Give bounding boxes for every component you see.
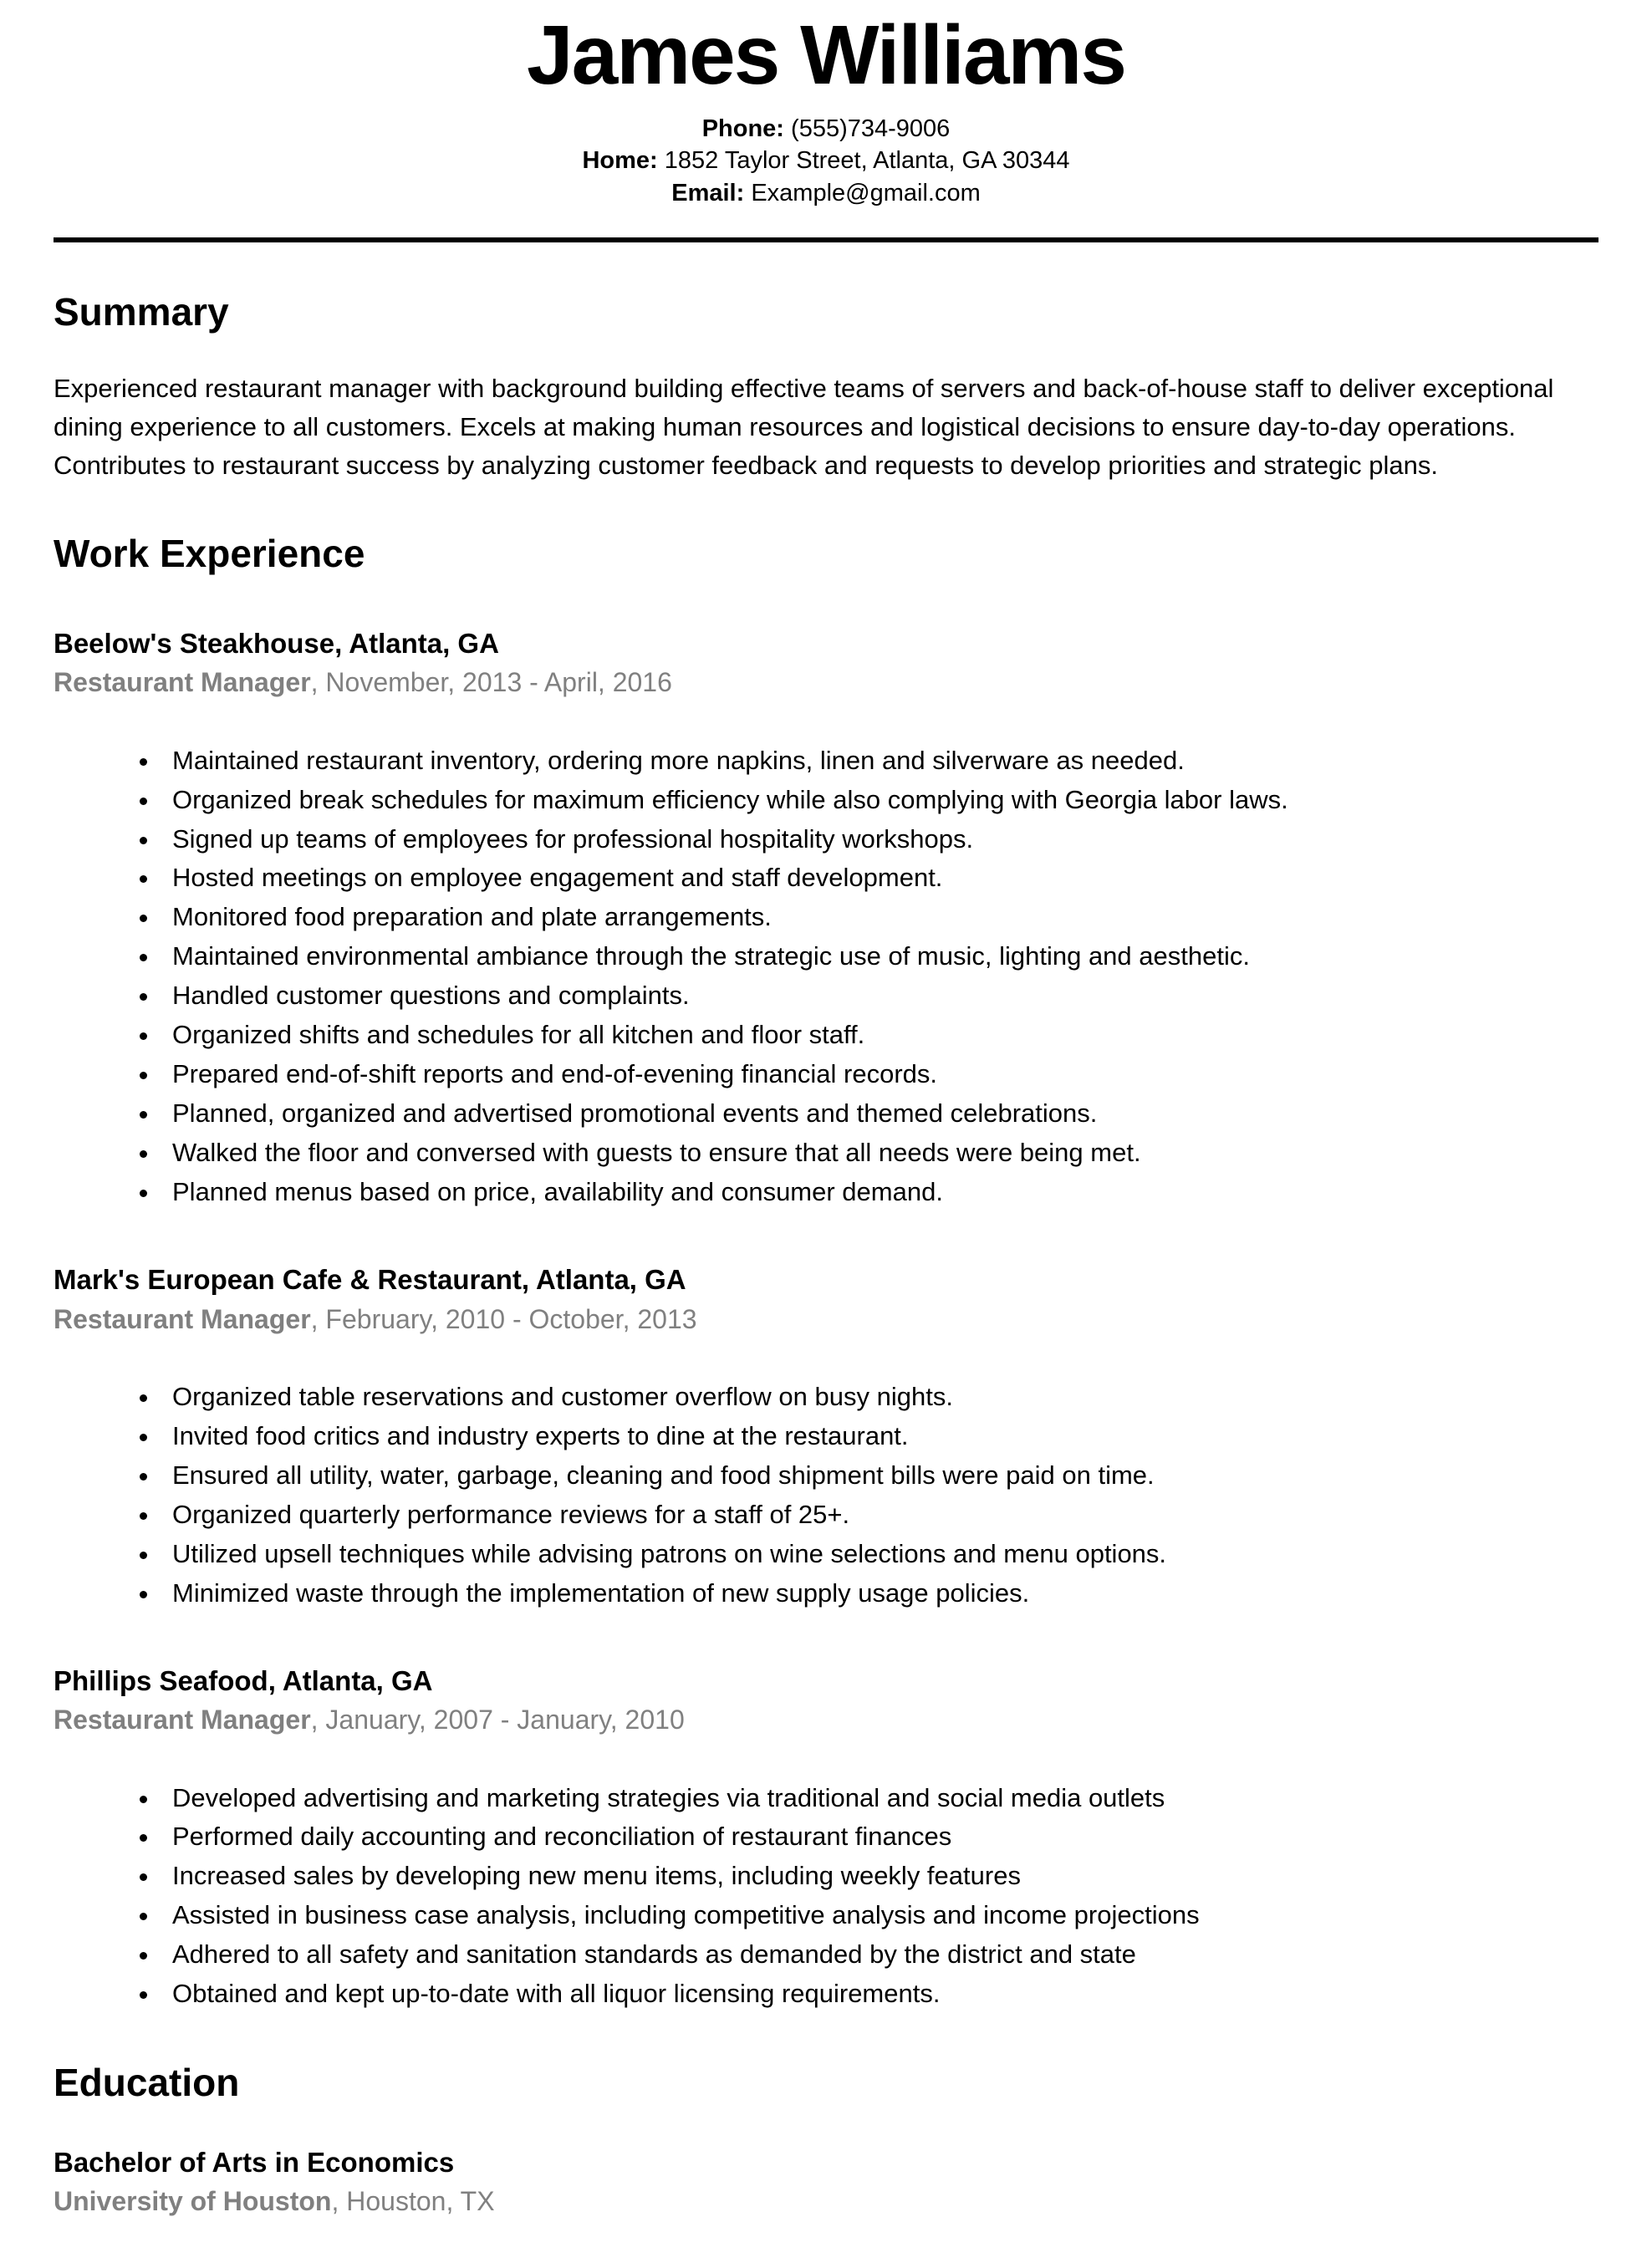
degree-name: Bachelor of Arts in Economics (54, 2146, 455, 2178)
job-title-line (54, 1263, 1598, 1297)
education-entry (54, 2146, 1598, 2218)
job-role-line (54, 666, 1598, 698)
bullet-item: • Invited food critics and industry experts to dine at the restaurant. (161, 1418, 1598, 1455)
job-role: Restaurant Manager (54, 667, 311, 698)
job-role: Restaurant Manager (54, 1303, 311, 1334)
work-experience-heading: Work Experience (54, 532, 365, 576)
education-section (54, 2062, 1598, 2218)
bullet-item: • Planned menus based on price, availability and consumer demand. (161, 1174, 1598, 1211)
work-experience-section (54, 533, 1598, 2013)
company-location: , Atlanta, GA (334, 627, 499, 659)
education-heading: Education (54, 2061, 240, 2105)
bullet-item: • Utilized upsell techniques while advising patrons on wine selections and menu options. (161, 1536, 1598, 1573)
bullet-item: • Organized break schedules for maximum efficiency while also complying with Georgia labor laws. (161, 782, 1598, 819)
job-entry (54, 1664, 1598, 2014)
resume-header (54, 8, 1598, 209)
bullet-item: • Minimized waste through the implementation of new supply usage policies. (161, 1575, 1598, 1613)
home-label: Home: (582, 147, 658, 175)
bullet-item: • Organized shifts and schedules for all kitchen and floor staff. (161, 1017, 1598, 1054)
job-bullet-list (54, 1780, 1598, 2014)
bullet-item: • Organized table reservations and customer overflow on busy nights. (161, 1379, 1598, 1416)
company-name: Mark's European Cafe & Restaurant (54, 1263, 522, 1295)
phone-value: (555)734-9006 (791, 115, 951, 142)
job-dates: , February, 2010 - October, 2013 (310, 1303, 697, 1334)
summary-heading: Summary (54, 289, 229, 334)
company-location: , Atlanta, GA (268, 1664, 433, 1696)
bullet-item: • Ensured all utility, water, garbage, cleaning and food shipment bills were paid on time. (161, 1457, 1598, 1495)
job-bullet-list (54, 1379, 1598, 1613)
bullet-item: • Increased sales by developing new menu items, including weekly features (161, 1858, 1598, 1895)
bullet-item: • Hosted meetings on employee engagement and staff development. (161, 859, 1598, 897)
header-divider (54, 237, 1598, 242)
job-title-line (54, 627, 1598, 660)
company-name: Phillips Seafood (54, 1664, 268, 1696)
bullet-item: • Organized quarterly performance reviews for a staff of 25+. (161, 1496, 1598, 1534)
bullet-item: • Maintained restaurant inventory, ordering more napkins, linen and silverware as needed. (161, 742, 1598, 780)
job-dates: , November, 2013 - April, 2016 (310, 667, 672, 698)
bullet-item: • Maintained environmental ambiance through the strategic use of music, lighting and aesthetic. (161, 938, 1598, 976)
job-role: Restaurant Manager (54, 1705, 311, 1735)
summary-section (54, 291, 1598, 484)
bullet-item: • Performed daily accounting and reconciliation of restaurant finances (161, 1818, 1598, 1856)
bullet-item: • Monitored food preparation and plate arrangements. (161, 899, 1598, 936)
bullet-item: • Handled customer questions and complaints. (161, 977, 1598, 1015)
home-value: 1852 Taylor Street, Atlanta, GA 30344 (664, 147, 1070, 175)
phone-label: Phone: (701, 115, 784, 142)
bullet-item: • Obtained and kept up-to-date with all liquor licensing requirements. (161, 1975, 1598, 2013)
job-bullet-list (54, 742, 1598, 1211)
job-entry (54, 627, 1598, 1211)
contact-home-line (54, 145, 1598, 176)
contact-phone-line (54, 113, 1598, 145)
bullet-item: • Developed advertising and marketing strategies via traditional and social media outlets (161, 1780, 1598, 1817)
bullet-item: • Walked the floor and conversed with guests to ensure that all needs were being met. (161, 1134, 1598, 1172)
bullet-item: • Assisted in business case analysis, including competitive analysis and income projections (161, 1897, 1598, 1934)
job-role-line (54, 1303, 1598, 1335)
company-location: , Atlanta, GA (521, 1263, 686, 1295)
company-name: Beelow's Steakhouse (54, 627, 335, 659)
job-entry (54, 1263, 1598, 1613)
school-location: , Houston, TX (331, 2186, 495, 2217)
bullet-item: • Planned, organized and advertised promotional events and themed celebrations. (161, 1095, 1598, 1133)
bullet-item: • Signed up teams of employees for professional hospitality workshops. (161, 821, 1598, 859)
job-title-line (54, 1664, 1598, 1698)
email-label: Email: (671, 179, 745, 206)
bullet-item: • Adhered to all safety and sanitation standards as demanded by the district and state (161, 1936, 1598, 1974)
email-value: Example@gmail.com (751, 179, 981, 206)
contact-email-line (54, 177, 1598, 209)
school-name: University of Houston (54, 2186, 332, 2217)
school-line (54, 2185, 1598, 2217)
summary-paragraph: Experienced restaurant manager with background building effective teams of servers and back-of-house staff to deliver exceptional dining experience to all customers. Excels at making human resources and logistical decisions to ensure day-to-day operations. Contributes to restaurant success by analyzing customer feedback and requests to develop priorities and strategic plans. (54, 374, 1554, 480)
contact-block (54, 113, 1598, 209)
job-role-line (54, 1704, 1598, 1735)
bullet-item: • Prepared end-of-shift reports and end-of-evening financial records. (161, 1056, 1598, 1093)
job-dates: , January, 2007 - January, 2010 (310, 1705, 685, 1735)
name-heading: James Williams (527, 8, 1125, 102)
